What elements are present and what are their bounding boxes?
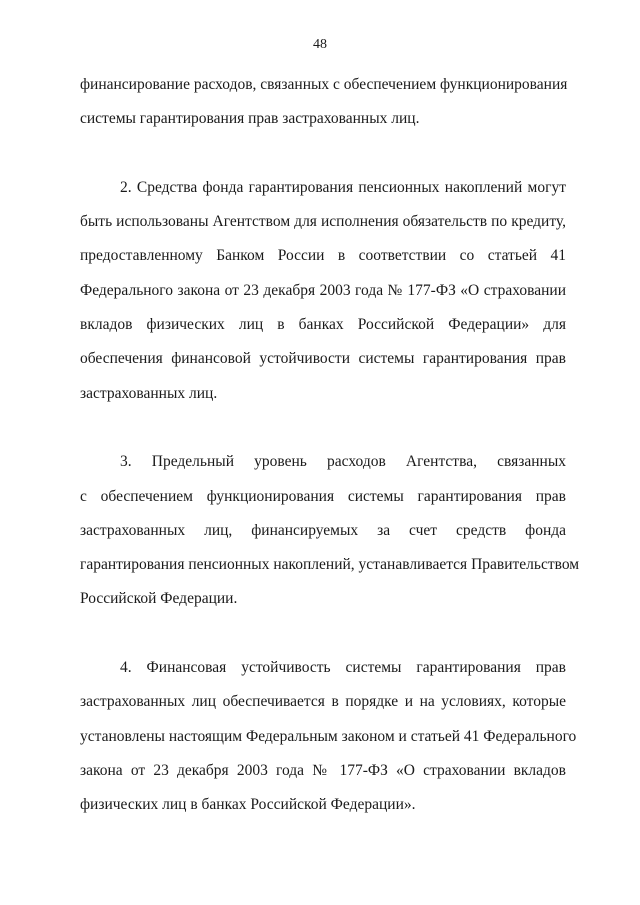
text-line: гарантирования пенсионных накоплений, устанавливается Правительством (80, 556, 580, 574)
text-line: застрахованных лиц, финансируемых за счет средств фонда (80, 521, 566, 539)
text-line: Российской Федерации. (80, 590, 238, 608)
paragraph-item-2 (80, 171, 566, 411)
paragraph-continuation (80, 68, 566, 137)
text-line: 3. Предельный уровень расходов Агентства, связанных (120, 453, 566, 471)
text-line: застрахованных лиц обеспечивается в порядке и на условиях, которые (80, 693, 566, 711)
paragraph-item-4 (80, 651, 577, 822)
text-line: системы гарантирования прав застрахованных лиц. (80, 110, 420, 128)
text-line: физических лиц в банках Российской Федерации». (80, 796, 416, 814)
text-line: 2. Средства фонда гарантирования пенсионных накоплений могут (120, 178, 566, 196)
text-line: предоставленному Банком России в соответствии со статьей 41 (80, 247, 566, 265)
text-line: вкладов физических лиц в банках Российской Федерации» для (80, 316, 566, 334)
text-line: финансирование расходов, связанных с обеспечением функционирования (80, 76, 568, 93)
text-line: быть использованы Агентством для исполнения обязательств по кредиту, (80, 213, 566, 231)
document-body (80, 68, 580, 823)
text-line: установлены настоящим Федеральным законом и статьей 41 Федерального (80, 727, 577, 745)
text-line: 4. Финансовая устойчивость системы гарантирования прав (120, 659, 566, 677)
text-line: застрахованных лиц. (80, 384, 218, 402)
text-line: с обеспечением функционирования системы гарантирования прав (80, 487, 566, 505)
page-number: 48 (313, 37, 327, 52)
paragraph-item-3 (80, 445, 580, 616)
text-line: обеспечения финансовой устойчивости системы гарантирования прав (80, 350, 566, 368)
text-line: закона от 23 декабря 2003 года № 177-ФЗ «О страховании вкладов (80, 761, 566, 779)
text-line: Федерального закона от 23 декабря 2003 года № 177-ФЗ «О страховании (80, 281, 566, 299)
